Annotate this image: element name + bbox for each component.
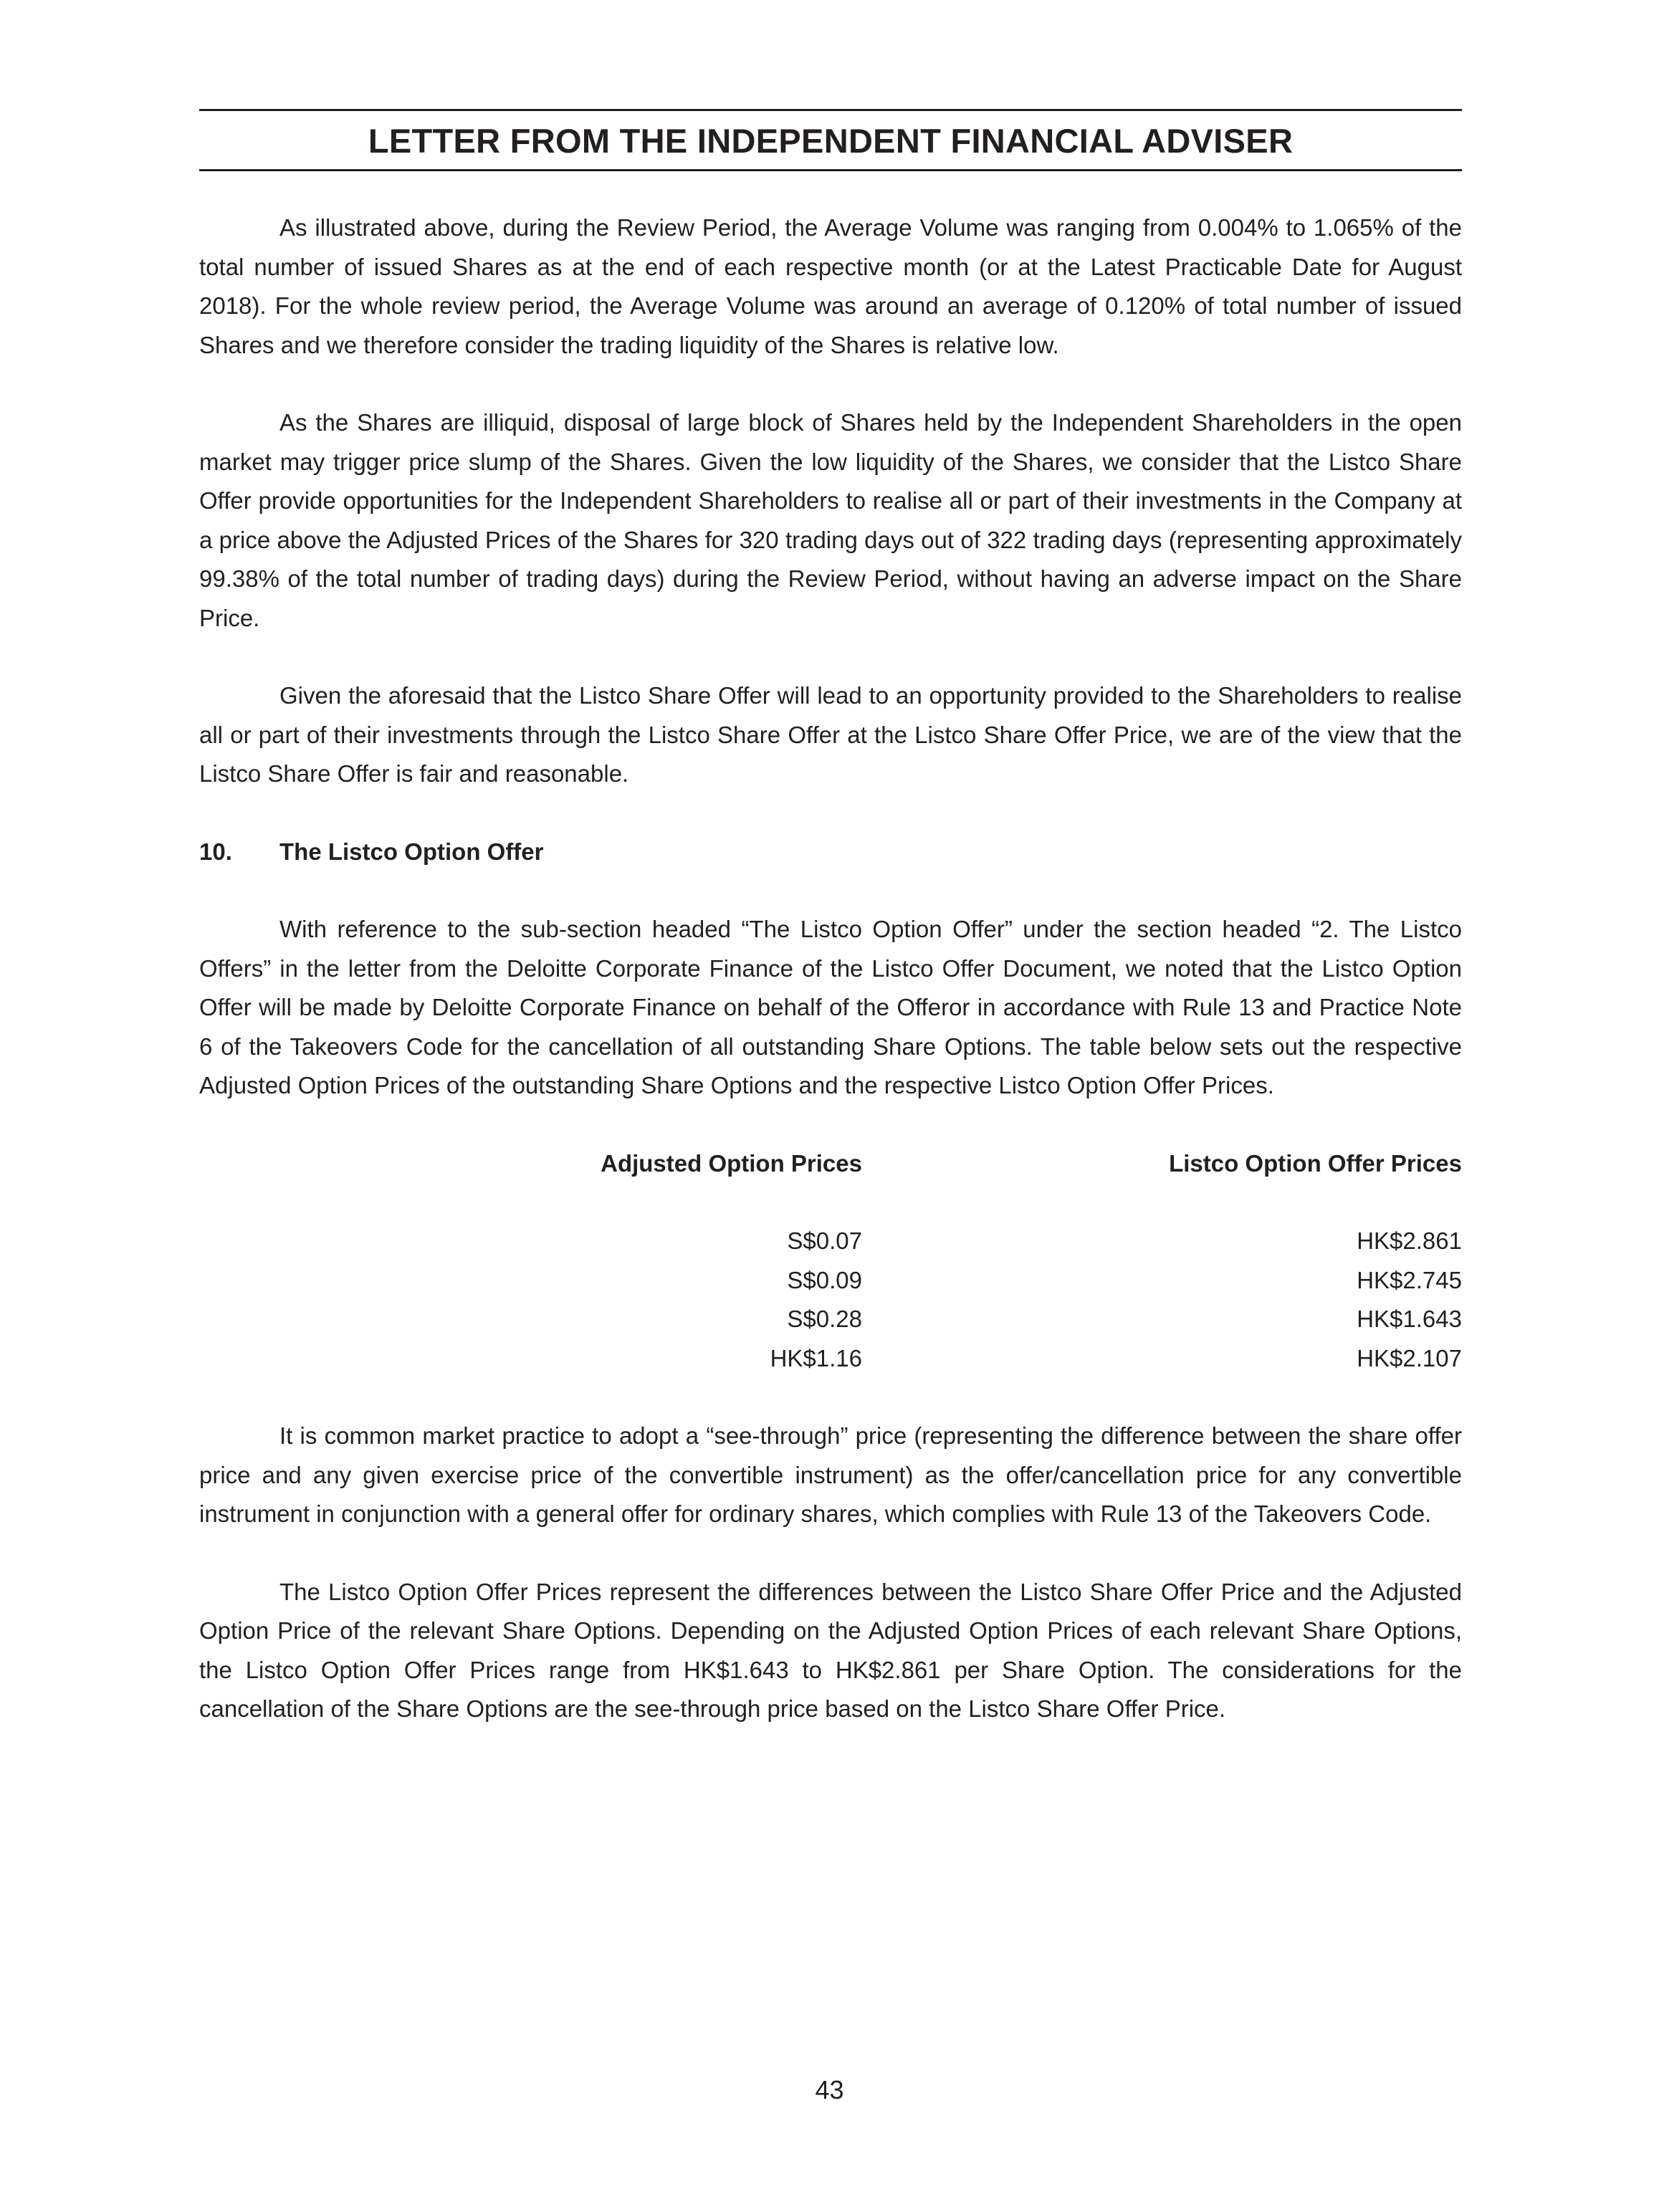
table-cell: HK$2.861 xyxy=(1357,1227,1462,1254)
paragraph-see-through-price: It is common market practice to adopt a “see-through” price (representing the difference between the share offer price and any given exercise price of the convertible instrument) as the offer/cancellation price for any convertible instrument in conjunction with a general offer for ordinary shares, which complies with Rule 13 of the Takeovers Code. xyxy=(199,1422,1462,1527)
document-body xyxy=(199,209,1462,1729)
paragraph-fair-reasonable: Given the aforesaid that the Listco Share Offer will lead to an opportunity provided to the Shareholders to realise all or part of their investments through the Listco Share Offer at the Listco Share Offer Price, we are of the view that the Listco Share Offer is fair and reasonable. xyxy=(199,682,1462,787)
table-cell: HK$1.643 xyxy=(1357,1306,1462,1332)
paragraph-option-offer-prices: The Listco Option Offer Prices represent the differences between the Listco Share Offer Price and the Adjusted Option Price of the relevant Share Options. Depending on the Adjusted Option Prices of each relevant Share Options, the Listco Option Offer Prices range from HK$1.643 to HK$2.861 per Share Option. The considerations for the cancellation of the Share Options are the see-through price based on the Listco Share Offer Price. xyxy=(199,1578,1462,1722)
section-title: The Listco Option Offer xyxy=(279,838,544,865)
table-cell: S$0.07 xyxy=(787,1227,862,1254)
paragraph-illiquid-shares: As the Shares are illiquid, disposal of large block of Shares held by the Independent Shareholders in the open market may trigger price slump of the Shares. Given the low liquidity of the Shares, we consider that the Listco Share Offer provide opportunities for the Independent Shareholders to realise all or part of their investments in the Company at a price above the Adjusted Prices of the Shares for 320 trading days out of 322 trading days (representing approximately 99.38% of the total number of trading days) during the Review Period, without having an adverse impact on the Share Price. xyxy=(199,409,1462,631)
header-rule-bottom xyxy=(199,169,1462,171)
table-row xyxy=(199,1300,1462,1339)
table-row xyxy=(199,1261,1462,1301)
paragraph-average-volume: As illustrated above, during the Review Period, the Average Volume was ranging from 0.004% to 1.065% of the total number of issued Shares as at the end of each respective month (or at the Latest Practicable Date for August 2018). For the whole review period, the Average Volume was around an average of 0.120% of total number of issued Shares and we therefore consider the trading liquidity of the Shares is relative low. xyxy=(199,214,1462,358)
document-page xyxy=(199,109,1462,1729)
table-cell: HK$1.16 xyxy=(770,1344,862,1371)
table-cell: HK$2.107 xyxy=(1357,1344,1462,1371)
column-header-adjusted-option-prices: Adjusted Option Prices xyxy=(601,1149,862,1177)
table-cell: S$0.09 xyxy=(787,1266,862,1293)
table-row xyxy=(199,1339,1462,1379)
column-header-listco-option-offer-prices: Listco Option Offer Prices xyxy=(1169,1149,1462,1177)
table-cell: HK$2.745 xyxy=(1357,1266,1462,1293)
table-row xyxy=(199,1222,1462,1261)
paragraph-option-offer-intro: With reference to the sub-section headed “The Listco Option Offer” under the section headed “2. The Listco Offers” in the letter from the Deloitte Corporate Finance of the Listco Offer Document, we noted that the Listco Option Offer will be made by Deloitte Corporate Finance on behalf of the Offeror in accordance with Rule 13 and Practice Note 6 of the Takeovers Code for the cancellation of all outstanding Share Options. The table below sets out the respective Adjusted Option Prices of the outstanding Share Options and the respective Listco Option Offer Prices. xyxy=(199,916,1462,1098)
page-number: 43 xyxy=(815,2075,844,2105)
table-cell: S$0.28 xyxy=(787,1306,862,1332)
section-number: 10. xyxy=(199,838,232,865)
section-heading xyxy=(199,833,1462,872)
page-title: LETTER FROM THE INDEPENDENT FINANCIAL ADVISER xyxy=(368,122,1294,160)
table-header-row xyxy=(199,1144,1462,1184)
option-prices-table xyxy=(199,1144,1462,1379)
